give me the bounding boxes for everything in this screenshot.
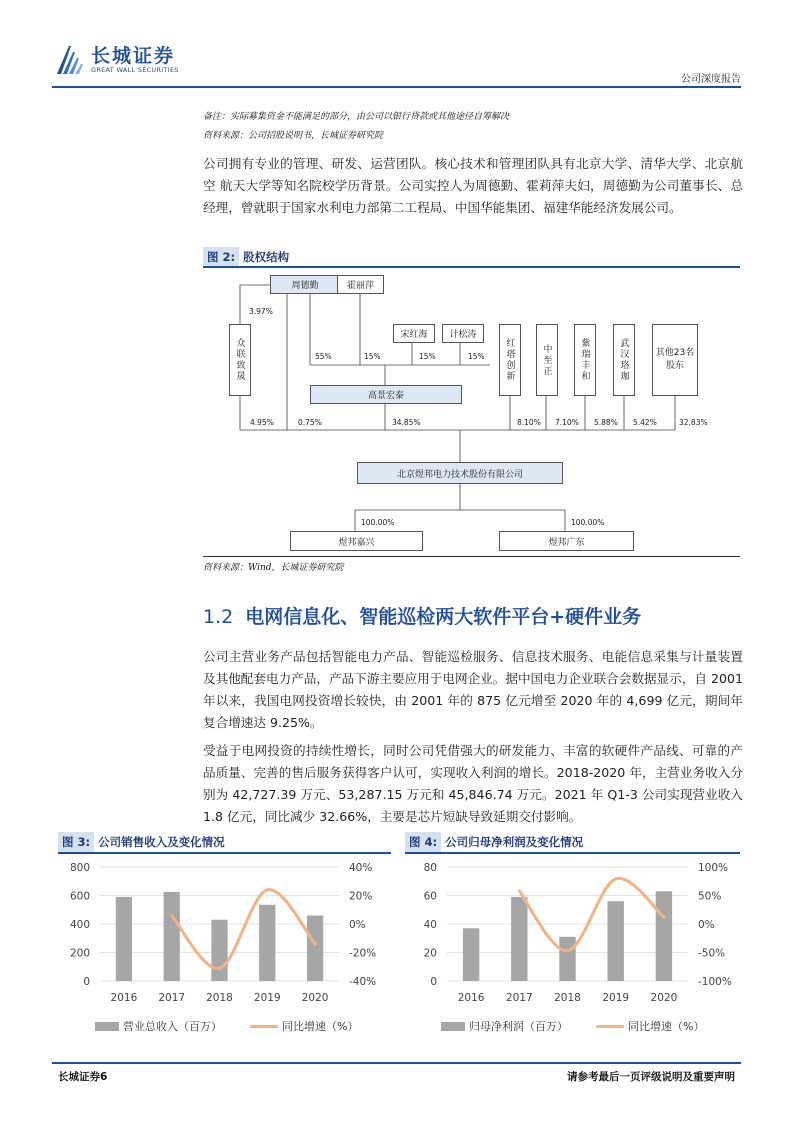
y-tick-label: 0	[83, 976, 90, 988]
legend-bar-label: 营业总收入（百万）	[123, 1020, 222, 1033]
pct-wuhan-co: 5.42%	[633, 418, 657, 427]
fig3-tag: 图 3:	[58, 832, 94, 852]
legend-bar-swatch	[441, 1022, 465, 1031]
bar	[463, 928, 479, 981]
shareholder-zirui: 紫瑞丰和	[574, 324, 596, 396]
pct-zhou-zhonglian: 3.97%	[249, 307, 273, 316]
pct-huo-gaojing: 15%	[364, 352, 381, 361]
x-tick-label: 2016	[457, 992, 485, 1004]
bar	[307, 915, 323, 981]
y2-tick-label: 100%	[698, 862, 729, 874]
bar	[559, 937, 575, 981]
growth-line	[519, 878, 664, 950]
y2-tick-label: 40%	[349, 862, 373, 874]
shareholder-song: 宋红海	[393, 324, 435, 343]
x-tick-label: 2020	[301, 992, 329, 1004]
business-paragraph: 公司主营业务产品包括智能电力产品、智能巡检服务、信息技术服务、电能信息采集与计量装置及其他配套电力产品，产品下游主要应用于电网企业。据中国电力企业联合会数据显示，自 2001 年以来，我国电网投资增长较快，由 2001 年的 875 亿元增至 2020 年的 4,699 亿元，期间年复合增速达 9.25%。	[203, 649, 743, 730]
pct-gaojing-co: 34.85%	[392, 418, 421, 427]
footer-divider	[52, 1062, 741, 1064]
x-tick-label: 2016	[110, 992, 138, 1004]
pct-zhongzhi-co: 7.10%	[555, 418, 579, 427]
revenue-paragraph: 受益于电网投资的持续性增长，同时公司凭借强大的研发能力、丰富的软硬件产品线、可靠的产品质量、完善的售后服务获得客户认可，实现收入利润的增长。2018-2020 年，主营业务收入分别为 42,727.39 万元、53,287.15 万元和 45,846.74 万元。2021 年 Q1-3 公司实现营业收入 1.8 亿元，同比减少 32.66%，主要是芯片短缺导致延期交付影响。	[203, 743, 743, 824]
bar	[116, 897, 132, 981]
report-type: 公司深度报告	[681, 74, 741, 85]
bar	[656, 891, 672, 981]
legend-bar-label: 归母净利润（百万）	[469, 1020, 568, 1033]
y2-tick-label: -40%	[349, 976, 377, 988]
y-tick-label: 80	[423, 862, 437, 874]
bar	[511, 897, 527, 981]
legend-line-swatch	[250, 1025, 278, 1028]
pct-zhonglian-co: 4.95%	[250, 418, 274, 427]
section-heading: 电网信息化、智能巡检两大软件平台+硬件业务	[245, 606, 642, 628]
fig3-title	[58, 832, 225, 852]
pct-zhou-co: 0.75%	[298, 418, 322, 427]
x-tick-label: 2018	[206, 992, 233, 1004]
team-paragraph: 公司拥有专业的管理、研发、运营团队。核心技术和管理团队具有北京大学、清华大学、北京航空 航天大学等知名院校学历背景。公司实控人为周德勤、霍莉萍夫妇，周德勤为公司董事长、总经理，曾就职于国家水利电力部第二工程局、中国华能集团、福建华能经济发展公司。	[203, 156, 743, 215]
y-tick-label: 20	[423, 947, 437, 960]
pct-jiaxing: 100.00%	[361, 518, 395, 527]
source-note-1: 资料来源：公司招股说明书，长城证券研究院	[203, 131, 384, 141]
subsidiary-jiaxing: 煜邦嘉兴	[290, 531, 423, 551]
y-tick-label: 60	[423, 890, 437, 903]
y2-tick-label: -20%	[349, 947, 377, 960]
x-tick-label: 2020	[650, 992, 678, 1004]
x-tick-label: 2018	[554, 992, 581, 1004]
y2-tick-label: -100%	[698, 976, 732, 988]
source-note-2: 资料来源：Wind，长城证券研究院	[203, 563, 344, 573]
y-tick-label: 0	[430, 976, 437, 988]
pct-hongta-co: 8.10%	[517, 418, 541, 427]
x-tick-label: 2019	[602, 992, 630, 1004]
pct-ji-gaojing: 15%	[468, 352, 485, 361]
fig3-legend	[95, 1018, 358, 1034]
x-tick-label: 2019	[253, 992, 281, 1004]
y2-tick-label: 50%	[698, 890, 722, 903]
subsidiary-guangdong: 煜邦广东	[499, 531, 634, 551]
fig4-tag: 图 4:	[405, 832, 441, 852]
x-tick-label: 2017	[505, 992, 533, 1004]
logo-name-en: GREAT WALL SECURITIES	[91, 66, 179, 74]
bar	[164, 892, 180, 981]
footer-page: 长城证券6	[58, 1071, 108, 1083]
pct-guangdong: 100.00%	[571, 518, 605, 527]
shareholder-wuhan: 武汉珞珈	[613, 324, 635, 396]
company-main: 北京煜邦电力技术股份有限公司	[357, 462, 563, 484]
y-tick-label: 800	[69, 862, 90, 874]
fig2-tag: 图 2:	[203, 247, 239, 267]
shareholder-zhongzhi: 中至正	[536, 324, 558, 396]
legend-line-label: 同比增速（%）	[282, 1020, 359, 1033]
x-tick-label: 2017	[158, 992, 186, 1004]
y2-tick-label: 0%	[349, 919, 366, 931]
revenue-chart	[58, 853, 391, 1043]
fig2-bottom-rule	[203, 556, 740, 557]
y-tick-label: 400	[69, 919, 90, 931]
y2-tick-label: -50%	[698, 947, 726, 960]
y2-tick-label: 20%	[349, 890, 373, 903]
shareholder-hongta: 红塔创新	[499, 324, 521, 396]
y-tick-label: 200	[69, 947, 90, 960]
section-number: 1.2	[203, 606, 234, 628]
shareholder-huo: 霍丽萍	[337, 275, 384, 294]
pct-zhou-gaojing: 55%	[315, 352, 332, 361]
logo-name-cn: 长城证券	[91, 45, 176, 67]
y-tick-label: 40	[423, 919, 437, 931]
profit-chart	[405, 853, 740, 1043]
y-tick-label: 600	[69, 890, 90, 903]
legend-bar-swatch	[95, 1022, 119, 1031]
fig3-title-text: 公司销售收入及变化情况	[98, 835, 225, 849]
shareholder-ji: 计松涛	[442, 324, 484, 343]
pct-song-gaojing: 15%	[419, 352, 436, 361]
shareholder-zhonglian: 众联致晟	[229, 324, 251, 396]
shareholder-gaojing: 高景宏泰	[310, 385, 462, 404]
fig2-title-text: 股权结构	[243, 250, 290, 264]
bar	[259, 905, 275, 981]
bar	[211, 920, 227, 981]
section-title	[203, 602, 641, 629]
funding-note: 备注：实际募集资金不能满足的部分，由公司以银行贷款或其他途径自筹解决	[203, 112, 510, 122]
legend-line-label: 同比增速（%）	[628, 1020, 705, 1033]
bar	[608, 901, 624, 981]
fig4-legend	[441, 1018, 704, 1034]
y2-tick-label: 0%	[698, 919, 715, 931]
pct-others-co: 32.83%	[679, 418, 708, 427]
shareholder-zhou: 周德勤	[270, 275, 340, 294]
fig4-title-text: 公司归母净利润及变化情况	[445, 835, 584, 849]
legend-line-swatch	[596, 1025, 624, 1028]
shareholder-others: 其他23名股东	[652, 324, 698, 396]
footer-disclaimer: 请参考最后一页评级说明及重要声明	[567, 1071, 735, 1083]
fig4-title	[405, 832, 583, 852]
growth-line	[172, 890, 315, 969]
pct-zirui-co: 5.88%	[594, 418, 618, 427]
